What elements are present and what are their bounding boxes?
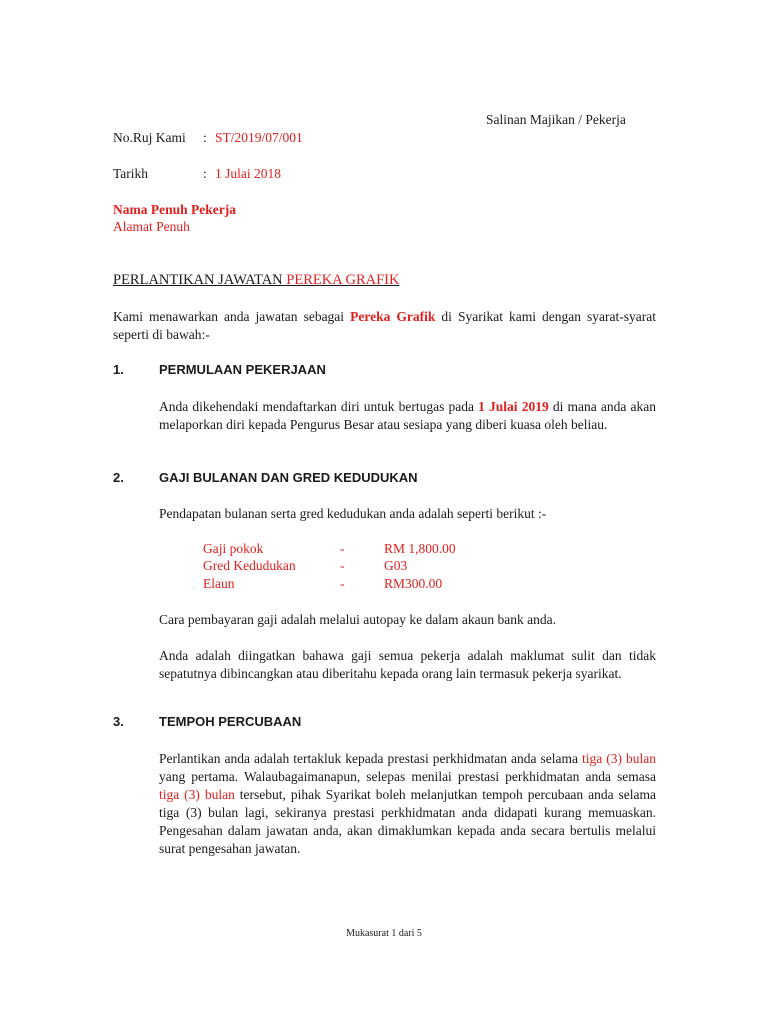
section-3-part2: yang pertama. Walaubagaimanapun, selepas menilai prestasi perkhidmatan anda semasa (159, 769, 656, 784)
section-3-heading: TEMPOH PERCUBAAN (159, 714, 302, 729)
section-2-payment: Cara pembayaran gaji adalah melalui autopay ke dalam akaun bank anda. (159, 612, 556, 627)
section-1-number: 1. (113, 362, 124, 377)
intro-position: Pereka Grafik (350, 309, 436, 324)
reference-number-colon: : (203, 130, 207, 145)
recipient-address: Alamat Penuh (113, 219, 190, 234)
salary-value: RM 1,800.00 (384, 541, 456, 556)
section-3-number: 3. (113, 714, 124, 729)
reference-number-value: ST/2019/07/001 (215, 130, 303, 145)
salary-dash: - (340, 558, 345, 573)
section-3-paragraph (159, 750, 656, 858)
salary-dash: - (340, 576, 345, 591)
salary-label: Gred Kedudukan (203, 558, 296, 573)
section-1-date: 1 Julai 2019 (478, 399, 549, 414)
recipient-name: Nama Penuh Pekerja (113, 202, 236, 217)
salary-label: Gaji pokok (203, 541, 264, 556)
section-2-confidential: Anda adalah diingatkan bahawa gaji semua pekerja adalah maklumat sulit dan tidak sepatutnya dibincangkan atau diberitahu kepada orang lain termasuk pekerja syarikat. (159, 648, 656, 681)
date-label: Tarikh (113, 166, 149, 181)
section-3-part1: Perlantikan anda adalah tertakluk kepada prestasi perkhidmatan anda selama (159, 751, 582, 766)
letter-title-prefix: PERLANTIKAN JAWATAN (113, 272, 287, 288)
letter-title-position: PEREKA GRAFIK (286, 272, 400, 288)
intro-after: di Syarikat kami dengan syarat-syarat seperti di bawah:- (113, 309, 656, 342)
section-2-number: 2. (113, 470, 124, 485)
section-1-heading: PERMULAAN PEKERJAAN (159, 362, 326, 377)
section-2-intro: Pendapatan bulanan serta gred kedudukan anda adalah seperti berikut :- (159, 506, 547, 521)
salary-label: Elaun (203, 576, 235, 591)
section-1-paragraph (159, 398, 656, 434)
intro-paragraph (113, 308, 656, 344)
intro-before: Kami menawarkan anda jawatan sebagai (113, 309, 351, 324)
salary-value: RM300.00 (384, 576, 443, 591)
date-value: 1 Julai 2018 (215, 166, 281, 181)
section-3-term2: tiga (3) bulan (159, 787, 235, 802)
section-1-after: di mana anda akan melaporkan diri kepada Pengurus Besar atau sesiapa yang diberi kuasa oleh beliau. (159, 399, 656, 432)
salary-value: G03 (384, 558, 408, 573)
section-3-term1: tiga (3) bulan (581, 751, 656, 766)
letter-title (113, 272, 399, 289)
section-3-part3: tersebut, pihak Syarikat boleh melanjutkan tempoh percubaan anda selama tiga (3) bulan lagi, sekiranya prestasi perkhidmatan anda didapati kurang memuaskan. Pengesahan dalam jawatan anda, akan dimaklumkan kepada anda secara bertulis melalui surat pengesahan jawatan. (159, 787, 657, 856)
date-colon: : (203, 166, 207, 181)
section-2-heading: GAJI BULANAN DAN GRED KEDUDUKAN (159, 470, 418, 485)
page-footer: Mukasurat 1 dari 5 (346, 928, 422, 939)
salary-dash: - (340, 541, 345, 556)
reference-number-label: No.Ruj Kami (113, 130, 186, 145)
section-1-before: Anda dikehendaki mendaftarkan diri untuk bertugas pada (159, 399, 479, 414)
copy-label: Salinan Majikan / Pekerja (486, 112, 626, 127)
